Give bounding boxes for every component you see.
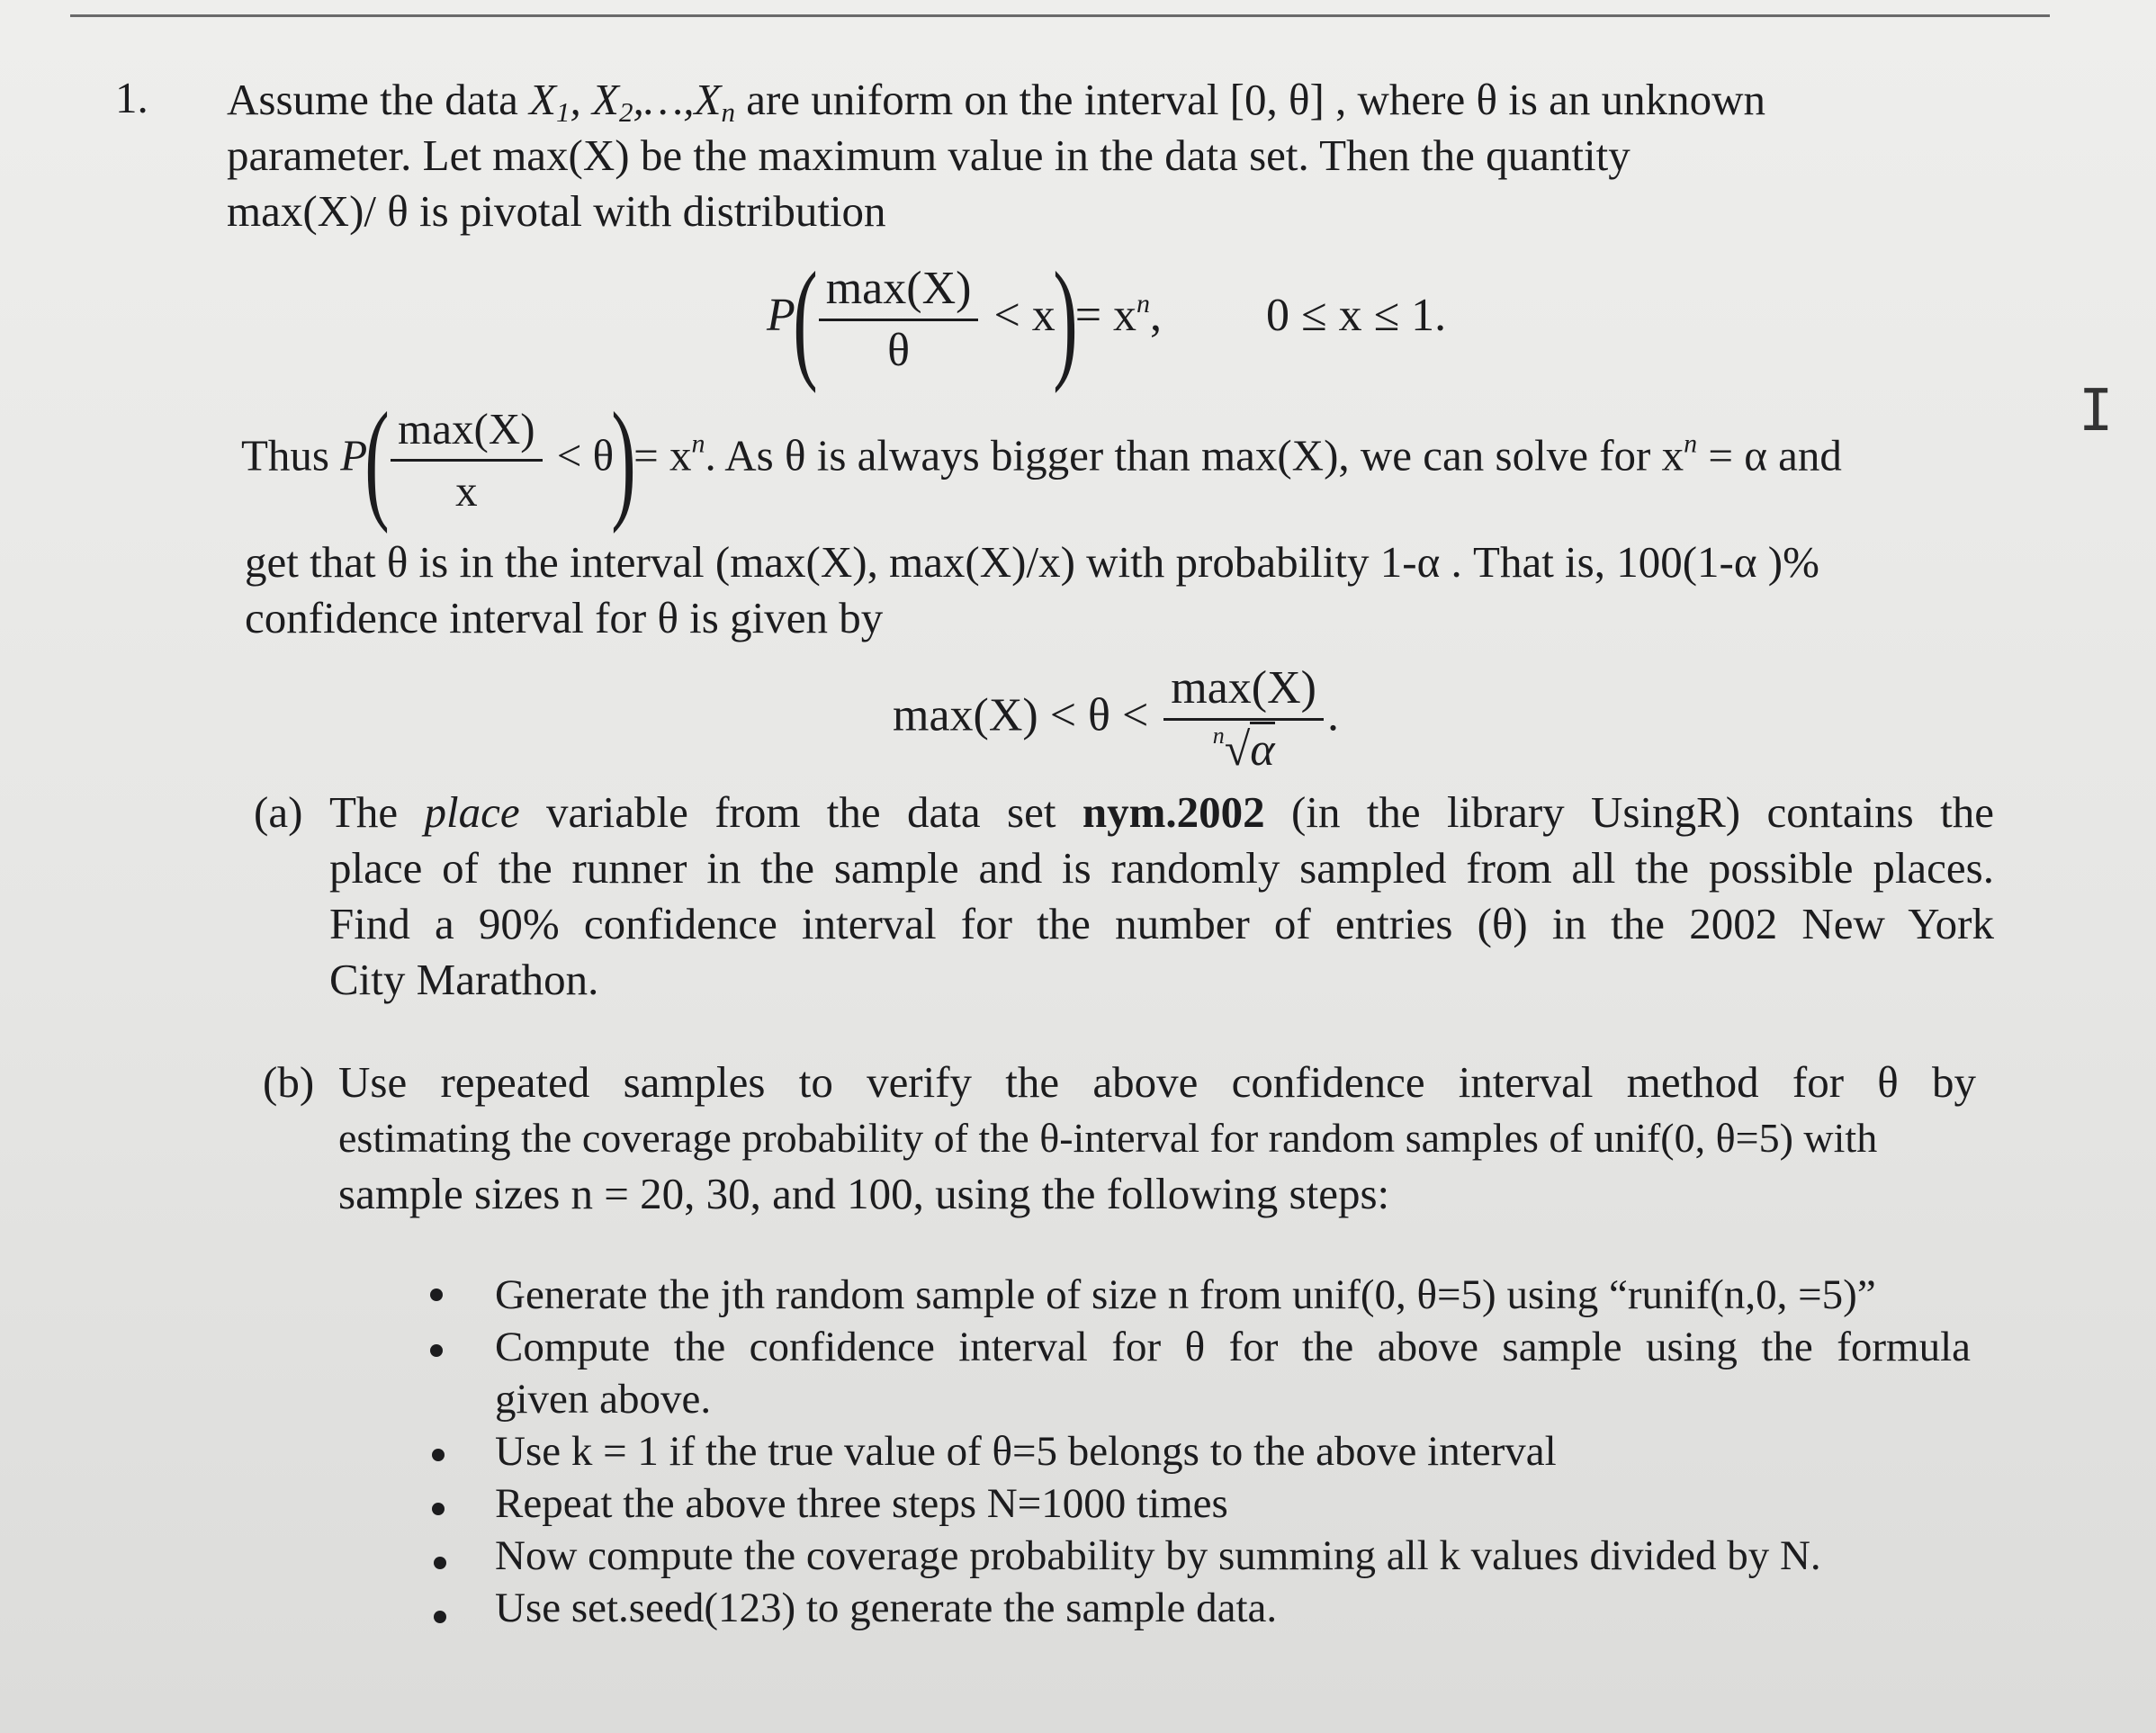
intro-paragraph (227, 72, 1765, 239)
part-a-text (329, 785, 1994, 1008)
steps-list (495, 1269, 1971, 1634)
step-1: Generate the jth random sample of size n from unif(0, θ=5) using “runif(n,0, =5)” (495, 1271, 1876, 1318)
thus-line: Thus P( $\frac{\max(X)}{x}$ < $\theta)= x^n$. As θ is always bigger than max(X), we can solve for $x^n = \alpha$ and (241, 385, 1842, 534)
equation-pivot-distribution: P( $\frac{\max(X)}{\theta}$ < $x)= x^n$, 0 ≤ x ≤ 1. (767, 245, 1447, 394)
equation-range: 0 ≤ x ≤ 1. (1266, 289, 1447, 341)
step-4: Repeat the above three steps N=1000 times (495, 1480, 1228, 1527)
fraction-max-over-theta: $\frac{\max(X)}{\theta}$ (819, 259, 979, 381)
intro-line-3: max(X)/ θ is pivotal with distribution (227, 186, 886, 236)
part-b-line-2: estimating the coverage probability of the θ-interval for random samples of unif(0, θ=5) with (338, 1115, 1878, 1161)
part-a-label: (a) (254, 787, 303, 837)
part-a-line-4: City Marathon. (329, 955, 599, 1004)
bullet-dot-3 (432, 1449, 445, 1461)
bullet-dot-5 (434, 1557, 446, 1569)
part-b-line-3: sample sizes n = 20, 30, and 100, using the following steps: (338, 1169, 1390, 1218)
conclusion-paragraph (245, 534, 1819, 646)
intro-line-2: parameter. Let max(X) be the maximum value in the data set. Then the quantity (227, 130, 1630, 180)
part-b-text (338, 1055, 1976, 1222)
step-3: Use k = 1 if the true value of θ=5 belongs to the above interval (495, 1428, 1557, 1475)
top-rule (70, 14, 2050, 17)
fraction-max-over-root-alpha: $\frac{\max(X)}{^n√\alpha}$ (1163, 659, 1324, 780)
conclusion-line-2: confidence interval for θ is given by (245, 593, 884, 642)
equation-confidence-interval: max(X) < θ < $\frac{\max(X)}{^n√\alpha}$ . (893, 659, 1339, 780)
part-b-label: (b) (263, 1057, 315, 1107)
conclusion-line-1: get that θ is in the interval (max(X), max(X)/x) with probability 1-α . That is, 100(1-α )% (245, 537, 1819, 587)
part-a-line-2: place of the runner in the sample and is randomly sampled from all the possible places. (329, 843, 1994, 893)
problem-number: 1. (115, 73, 148, 122)
part-a-line-1: The place variable from the data set nym.2002 (in the library UsingR) contains the (329, 787, 1994, 837)
step-2-continued: given above. (495, 1376, 712, 1423)
bullet-dot-2 (430, 1344, 443, 1357)
step-6: Use set.seed(123) to generate the sample data. (495, 1585, 1278, 1631)
fraction-max-over-x: $\frac{\max(X)}{x}$ (391, 400, 542, 521)
text-cursor-icon: I (2079, 378, 2114, 444)
bullet-dot-1 (430, 1289, 443, 1301)
step-2: Compute the confidence interval for θ for the above sample using the formula (495, 1324, 1971, 1370)
bullet-dot-4 (432, 1503, 445, 1515)
part-a-line-3: Find a 90% confidence interval for the number of entries (θ) in the 2002 New York (329, 899, 1994, 948)
part-b-line-1: Use repeated samples to verify the above confidence interval method for θ by (338, 1057, 1976, 1107)
step-5: Now compute the coverage probability by summing all k values divided by N. (495, 1532, 1821, 1579)
intro-line-1: Assume the data $X_1$, $X_2,\dots,X_n$ are uniform on the interval [0, θ] , where θ is an unknown (227, 75, 1766, 128)
bullet-dot-6 (434, 1611, 446, 1623)
